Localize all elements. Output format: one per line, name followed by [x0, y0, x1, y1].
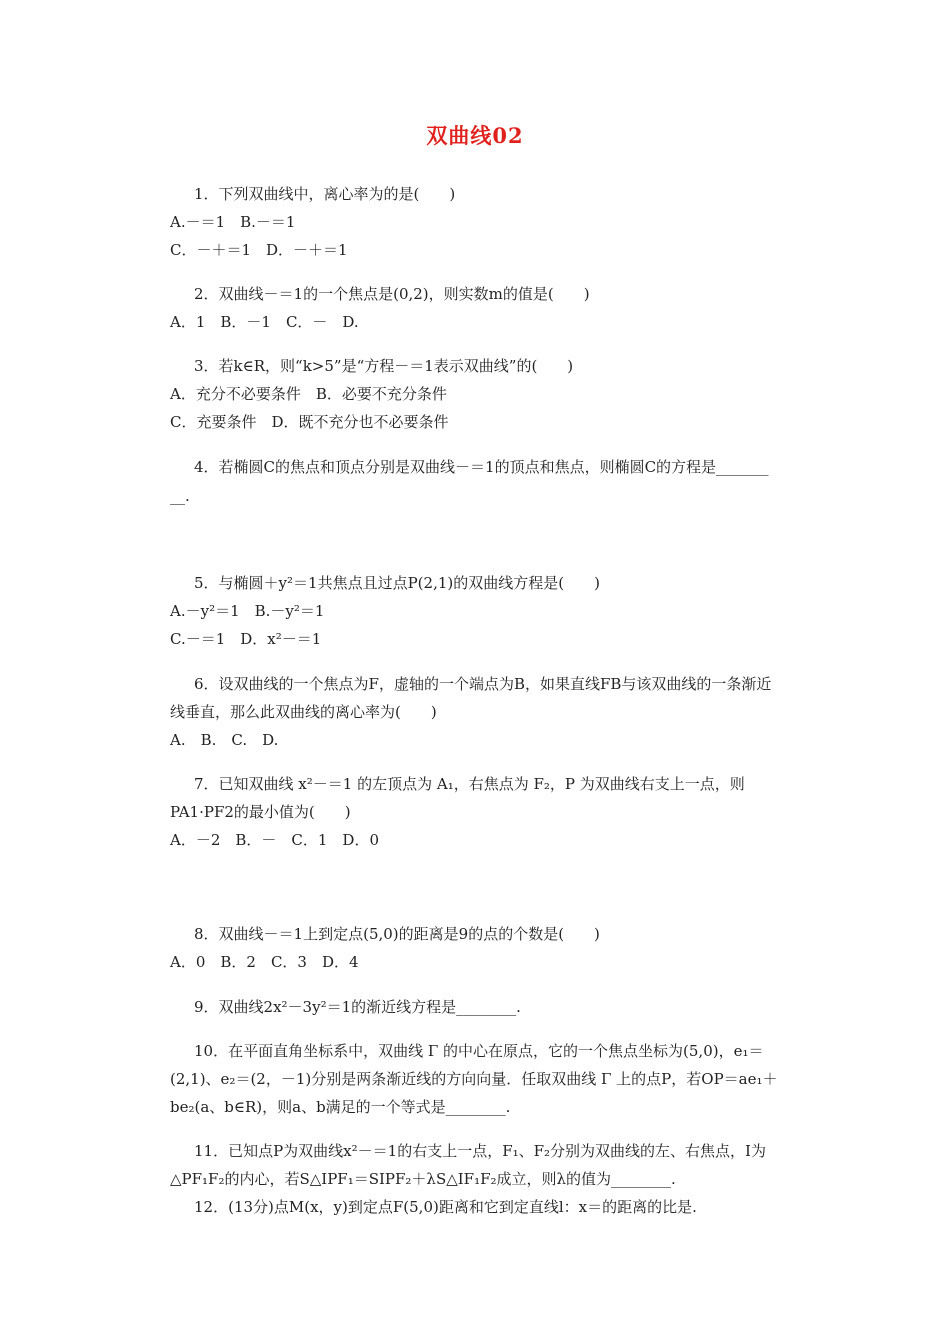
question-stem: 9．双曲线2x²－3y²＝1的渐近线方程是________. — [194, 998, 521, 1016]
answer-options: A．－2 B．－ C．1 D．0 — [170, 831, 379, 849]
question-stem-continued: (2,1)、e₂＝(2，－1)分别是两条渐近线的方向向量．任取双曲线 Γ 上的点P，若OP＝ae₁＋ — [170, 1070, 778, 1088]
question-stem: 2．双曲线－＝1的一个焦点是(0,2)，则实数m的值是( ) — [194, 285, 590, 303]
answer-options: C.－＝1 D．x²－＝1 — [170, 630, 322, 648]
question-stem: 3．若k∈R，则“k>5”是“方程－＝1表示双曲线”的( ) — [194, 357, 574, 375]
answer-options: A．1 B．－1 C．－ D. — [170, 313, 359, 331]
answer-blank: __. — [170, 487, 190, 505]
question-stem: 4．若椭圆C的焦点和顶点分别是双曲线－＝1的顶点和焦点，则椭圆C的方程是_______ — [194, 458, 769, 476]
question-stem: 12．(13分)点M(x，y)到定点F(5,0)距离和它到定直线l：x＝的距离的比是. — [194, 1198, 697, 1216]
question-stem-continued: PA1·PF2的最小值为( ) — [170, 803, 351, 821]
question-stem-continued: △PF₁F₂的内心，若S△IPF₁＝SIPF₂＋λS△IF₁F₂成立，则λ的值为________. — [170, 1170, 676, 1188]
answer-options: A. B. C. D. — [170, 731, 279, 749]
question-stem: 8．双曲线－＝1上到定点(5,0)的距离是9的点的个数是( ) — [194, 925, 600, 943]
answer-options: C．充要条件 D．既不充分也不必要条件 — [170, 413, 449, 431]
question-stem: 5．与椭圆＋y²＝1共焦点且过点P(2,1)的双曲线方程是( ) — [194, 574, 600, 592]
question-stem: 10．在平面直角坐标系中，双曲线 Γ 的中心在原点，它的一个焦点坐标为(5,0)，e₁＝ — [194, 1042, 764, 1060]
answer-options: A.－y²＝1 B.－y²＝1 — [170, 602, 325, 620]
question-stem-continued: 线垂直，那么此双曲线的离心率为( ) — [170, 703, 437, 721]
answer-options: A.－＝1 B.－＝1 — [170, 213, 296, 231]
answer-options: A．充分不必要条件 B．必要不充分条件 — [170, 385, 447, 403]
question-stem: 7．已知双曲线 x²－＝1 的左顶点为 A₁，右焦点为 F₂，P 为双曲线右支上一点，则 — [194, 775, 745, 793]
question-stem: 6．设双曲线的一个焦点为F，虚轴的一个端点为B，如果直线FB与该双曲线的一条渐近 — [194, 675, 772, 693]
question-stem: 11．已知点P为双曲线x²－＝1的右支上一点，F₁、F₂分别为双曲线的左、右焦点，I为 — [194, 1142, 766, 1160]
question-stem: 1．下列双曲线中，离心率为的是( ) — [194, 185, 456, 203]
question-stem-continued: be₂(a、b∈R)，则a、b满足的一个等式是________. — [170, 1098, 511, 1116]
answer-options: C．－＋＝1 D．－＋＝1 — [170, 241, 348, 259]
answer-options: A．0 B．2 C．3 D．4 — [170, 953, 359, 971]
page-title: 双曲线02 — [426, 123, 524, 148]
